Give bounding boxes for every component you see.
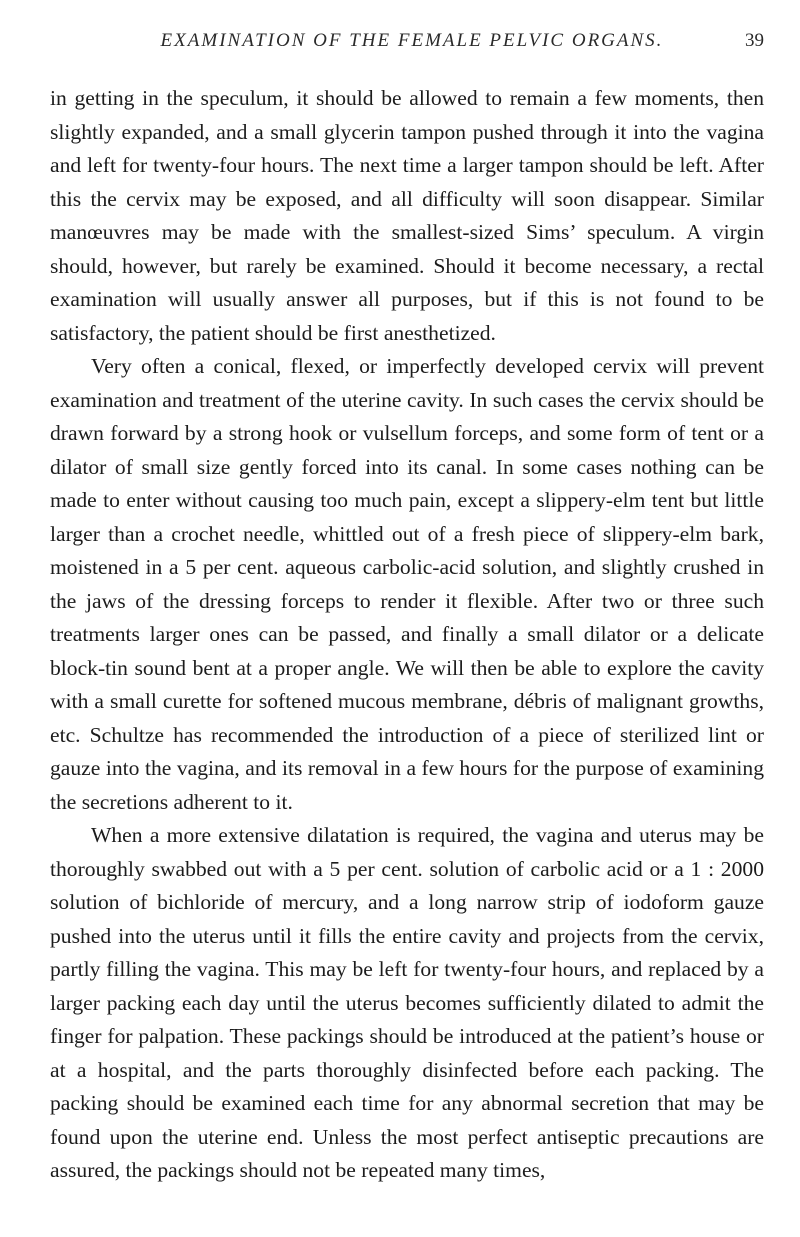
paragraph-continued: in getting in the speculum, it should be allowed to remain a few moments, then slightly expanded, and a small glycerin tampon pushed through it into the vagina and left for twenty-four hours. The next time a larger tampon should be left. After this the cervix may be exposed, and all difficulty will soon disappear. Similar manœuvres may be made with the smallest-sized Sims’ speculum. A virgin should, however, but rarely be examined. Should it become necessary, a rectal examination will usually answer all purposes, but if this is not found to be satisfactory, the patient should be first anesthetized.	[50, 86, 764, 345]
page-number: 39	[745, 30, 764, 51]
paragraph: Very often a conical, flexed, or imperfectly developed cervix will prevent examination and treatment of the uterine cavity. In such cases the cervix should be drawn forward by a strong hook or vulsellum forceps, and some form of tent or a dilator of small size gently forced into its canal. In some cases nothing can be made to enter without causing too much pain, except a slippery-elm tent but little larger than a crochet needle, whittled out of a fresh piece of slippery-elm bark, moistened in a 5 per cent. aqueous carbolic-acid solution, and slightly crushed in the jaws of the dressing forceps to render it flexible. After two or three such treatments larger ones can be passed, and finally a small dilator or a delicate block-tin sound bent at a proper angle. We will then be able to explore the cavity with a small curette for softened mucous membrane, débris of malignant growths, etc. Schultze has recommended the introduction of a piece of sterilized lint or gauze into the vagina, and its removal in a few hours for the purpose of examining the secretions adherent to it.	[50, 354, 764, 814]
body-text	[50, 82, 764, 1188]
running-head	[50, 30, 764, 68]
paragraph: When a more extensive dilatation is required, the vagina and uterus may be thoroughly swabbed out with a 5 per cent. solution of carbolic acid or a 1 : 2000 solution of bichloride of mercury, and a long narrow strip of iodoform gauze pushed into the uterus until it fills the entire cavity and projects from the cervix, partly filling the vagina. This may be left for twenty-four hours, and replaced by a larger packing each day until the uterus becomes sufficiently dilated to admit the finger for palpation. These packings should be introduced at the patient’s house or at a hospital, and the parts thoroughly disinfected before each packing. The packing should be examined each time for any abnormal secretion that may be found upon the uterine end. Unless the most perfect antiseptic precautions are assured, the packings should not be repeated many times,	[50, 823, 764, 1182]
running-title: EXAMINATION OF THE FEMALE PELVIC ORGANS.	[160, 30, 664, 51]
